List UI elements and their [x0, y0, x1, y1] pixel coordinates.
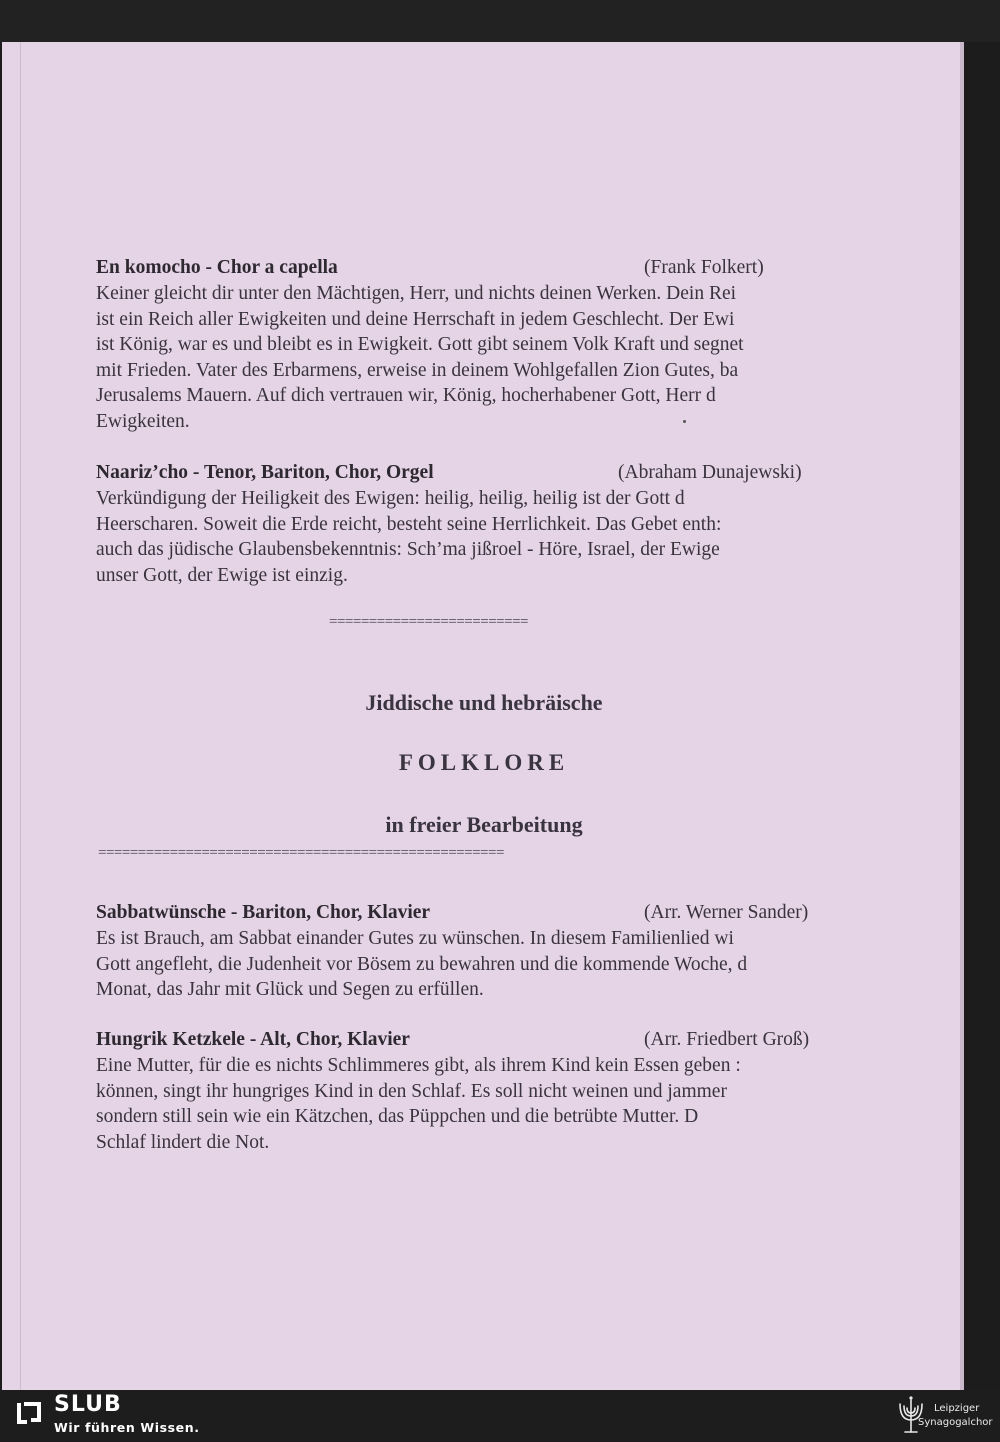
long-divider: =================================================== [98, 845, 504, 861]
text-line: auch das jüdische Glaubensbekenntnis: Sch’ma jißroel - Höre, Israel, der Ewige [96, 539, 720, 560]
piece-naarizcho [96, 460, 848, 588]
piece-title: Hungrik Ketzkele - Alt, Chor, Klavier [96, 1029, 410, 1050]
piece-credit: (Arr. Friedbert Groß) [644, 1029, 810, 1050]
text-line: mit Frieden. Vater des Erbarmens, erweise in deinem Wohlgefallen Zion Gutes, ba [96, 359, 739, 381]
slub-book-icon[interactable] [14, 1398, 44, 1428]
folklore-heading-line1: Jiddische und hebräische [365, 690, 603, 715]
text-line: können, singt ihr hungriges Kind in den Schlaf. Es soll nicht weinen und jammer [96, 1080, 727, 1102]
piece-description [96, 926, 848, 1003]
piece-description [96, 486, 848, 588]
text-line: sondern still sein wie ein Kätzchen, das Püppchen und die betrübte Mutter. D [96, 1106, 699, 1127]
text-line: Eine Mutter, für die es nichts Schlimmeres gibt, als ihrem Kind kein Essen geben : [96, 1055, 741, 1076]
choir-name-line1: Leipziger [934, 1403, 980, 1414]
text-line: ist König, war es und bleibt es in Ewigkeit. Gott gibt seinem Volk Kraft und segnet [96, 334, 744, 355]
piece-credit: (Abraham Dunajewski) [618, 462, 802, 483]
folklore-heading-title: FOLKLORE [398, 750, 570, 775]
stray-mark [683, 420, 686, 423]
text-line: Es ist Brauch, am Sabbat einander Gutes zu wünschen. In diesem Familienlied wi [96, 928, 734, 949]
text-line: unser Gott, der Ewige ist einzig. [96, 564, 348, 586]
fold-line [20, 42, 21, 1390]
piece-en-komocho [96, 255, 848, 434]
piece-hungrik-ketzkele [96, 1027, 848, 1155]
piece-title: Naariz’cho - Tenor, Bariton, Chor, Orgel [96, 462, 434, 483]
text-line: Heerscharen. Soweit die Erde reicht, besteht seine Herrlichkeit. Das Gebet enth: [96, 513, 722, 535]
piece-title: Sabbatwünsche - Bariton, Chor, Klavier [96, 902, 431, 923]
piece-credit: (Frank Folkert) [644, 257, 764, 278]
folklore-heading-line3: in freier Bearbeitung [385, 812, 583, 837]
document-page [2, 42, 964, 1390]
choir-name-line2: Synagogalchor [918, 1417, 993, 1428]
piece-credit: (Arr. Werner Sander) [644, 902, 809, 923]
piece-sabbatwuensche [96, 900, 848, 1003]
piece-header [96, 1027, 848, 1053]
slub-tagline: Wir führen Wissen. [54, 1420, 200, 1435]
piece-title: En komocho - Chor a capella [96, 257, 338, 278]
text-line: Gott angefleht, die Judenheit vor Bösem zu bewahren und die kommende Woche, d [96, 953, 748, 975]
slub-brand-name[interactable]: SLUB [54, 1392, 122, 1417]
piece-header [96, 255, 848, 281]
piece-header [96, 900, 848, 926]
text-line: Keiner gleicht dir unter den Mächtigen, Herr, und nichts deinen Werken. Dein Rei [96, 283, 737, 304]
short-divider: ========================= [329, 614, 528, 630]
footer-bar [0, 1390, 1000, 1442]
piece-description [96, 1053, 848, 1155]
text-line: Monat, das Jahr mit Glück und Segen zu erfüllen. [96, 979, 484, 1000]
scan-border-top [0, 0, 1000, 42]
piece-description [96, 281, 848, 434]
text-line: Schlaf lindert die Not. [96, 1131, 270, 1153]
text-line: ist ein Reich aller Ewigkeiten und deine Herrschaft in jedem Geschlecht. Der Ewi [96, 308, 735, 330]
piece-header [96, 460, 848, 486]
text-line: Verkündigung der Heiligkeit des Ewigen: heilig, heilig, heilig ist der Gott d [96, 488, 685, 509]
text-line: Ewigkeiten. [96, 410, 190, 432]
page-edge-shadow [960, 42, 964, 1390]
menorah-icon [896, 1394, 926, 1436]
text-line: Jerusalems Mauern. Auf dich vertrauen wir, König, hocherhabener Gott, Herr d [96, 385, 716, 406]
